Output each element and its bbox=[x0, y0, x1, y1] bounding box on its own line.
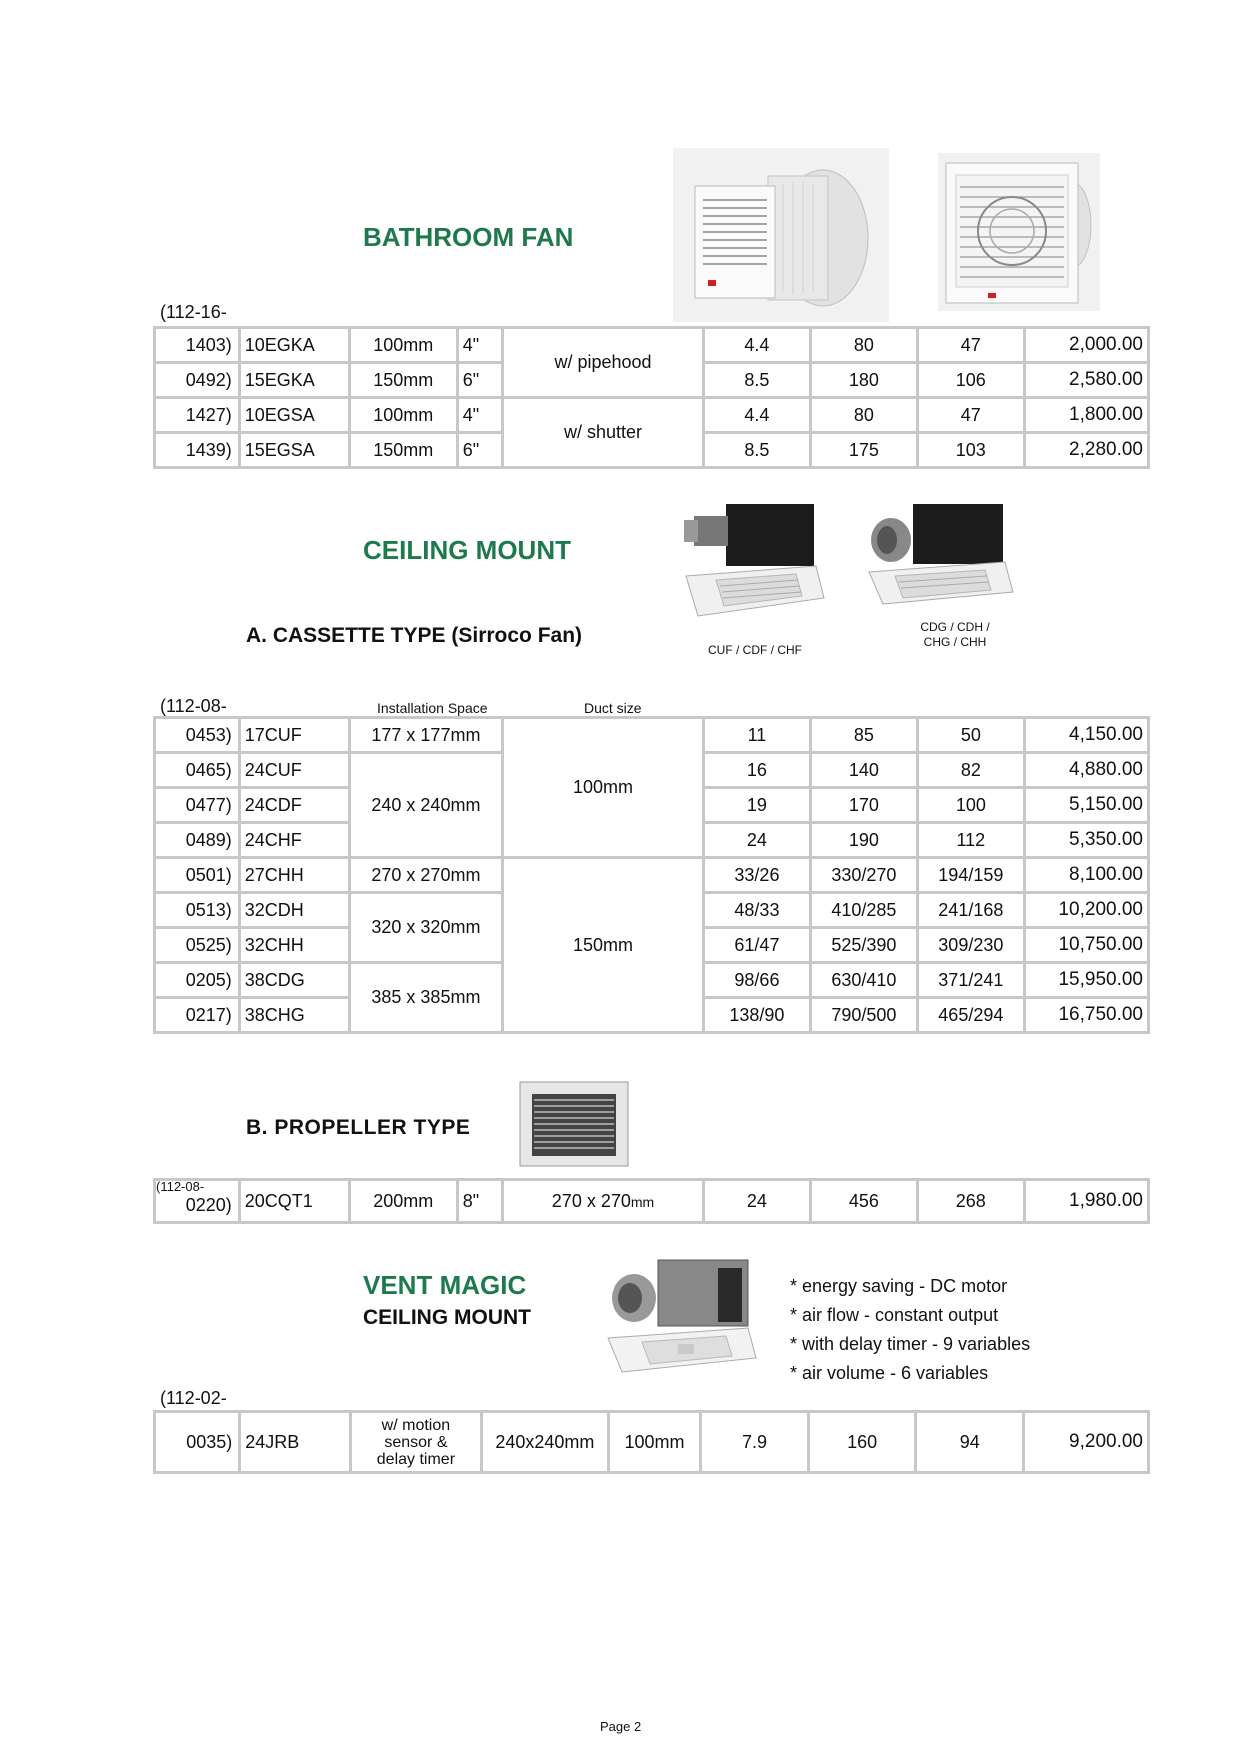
model-name: 10EGSA bbox=[241, 399, 348, 431]
item-code: 0453) bbox=[156, 719, 238, 751]
spec-value: 48/33 bbox=[705, 894, 809, 926]
item-code: 0477) bbox=[156, 789, 238, 821]
price: 2,580.00 bbox=[1026, 364, 1147, 396]
item-code: 0501) bbox=[156, 859, 238, 891]
price: 2,280.00 bbox=[1026, 434, 1147, 466]
spec-value: 241/168 bbox=[919, 894, 1023, 926]
spec-value: 8.5 bbox=[705, 434, 809, 466]
spec-value: 371/241 bbox=[919, 964, 1023, 996]
spec-value: 82 bbox=[919, 754, 1023, 786]
bathroom-fan-shutter-photo bbox=[938, 153, 1100, 311]
model-name: 24CHF bbox=[241, 824, 348, 856]
propeller-type-heading: B. PROPELLER TYPE bbox=[246, 1116, 471, 1139]
spec-value: 19 bbox=[705, 789, 809, 821]
ceiling-fan-cdg-photo bbox=[855, 500, 1015, 612]
duct-size: 100mm bbox=[504, 719, 702, 856]
feature-line: delay timer bbox=[376, 1450, 456, 1468]
spec-value: 24 bbox=[705, 824, 809, 856]
spec-value: 138/90 bbox=[705, 999, 809, 1031]
spec-value: 103 bbox=[919, 434, 1023, 466]
item-code: 0217) bbox=[156, 999, 238, 1031]
model-name: 20CQT1 bbox=[241, 1181, 348, 1221]
installation-space: 240 x 240mm bbox=[351, 754, 501, 856]
spec-value: 630/410 bbox=[812, 964, 916, 996]
price: 16,750.00 bbox=[1026, 999, 1147, 1031]
spec-value: 47 bbox=[919, 329, 1023, 361]
item-code: 1439) bbox=[156, 434, 238, 466]
spec-value: 410/285 bbox=[812, 894, 916, 926]
bathroom-fan-title: BATHROOM FAN bbox=[363, 222, 574, 252]
propeller-fan-table bbox=[153, 1178, 1150, 1224]
spec-value: 112 bbox=[919, 824, 1023, 856]
model-name: 24JRB bbox=[241, 1413, 349, 1471]
spec-value: 194/159 bbox=[919, 859, 1023, 891]
size-mm: 100mm bbox=[351, 399, 456, 431]
installation-space-value: 270 x 270 bbox=[551, 1190, 631, 1211]
item-code: 0465) bbox=[156, 754, 238, 786]
price: 10,200.00 bbox=[1026, 894, 1147, 926]
price: 1,800.00 bbox=[1026, 399, 1147, 431]
spec-value: 465/294 bbox=[919, 999, 1023, 1031]
vent-magic-photo bbox=[598, 1254, 760, 1380]
spec-value: 50 bbox=[919, 719, 1023, 751]
spec-value: 170 bbox=[812, 789, 916, 821]
spec-value: 47 bbox=[919, 399, 1023, 431]
spec-value: 525/390 bbox=[812, 929, 916, 961]
spec-value: 330/270 bbox=[812, 859, 916, 891]
cuf-caption: CUF / CDF / CHF bbox=[708, 643, 802, 657]
installation-space: 385 x 385mm bbox=[351, 964, 501, 1031]
size-mm: 150mm bbox=[351, 364, 456, 396]
model-name: 15EGKA bbox=[241, 364, 348, 396]
item-code: 0492) bbox=[156, 364, 238, 396]
spec-value: 80 bbox=[812, 329, 916, 361]
cassette-type-heading: A. CASSETTE TYPE (Sirroco Fan) bbox=[246, 624, 583, 647]
price: 9,200.00 bbox=[1025, 1413, 1147, 1471]
spec-value: 94 bbox=[917, 1413, 1022, 1471]
installation-space: 177 x 177mm bbox=[351, 719, 501, 751]
size-inch: 8" bbox=[459, 1181, 501, 1221]
item-code: 1403) bbox=[156, 329, 238, 361]
model-name: 24CDF bbox=[241, 789, 348, 821]
installation-space: 240x240mm bbox=[483, 1413, 607, 1471]
price: 1,980.00 bbox=[1026, 1181, 1147, 1221]
price: 2,000.00 bbox=[1026, 329, 1147, 361]
spec-value: 33/26 bbox=[705, 859, 809, 891]
bathroom-fan-pipehood-photo bbox=[673, 148, 889, 322]
model-name: 15EGSA bbox=[241, 434, 348, 466]
cdg-caption-line-1: CDG / CDH / bbox=[920, 620, 990, 634]
spec-value: 24 bbox=[705, 1181, 809, 1221]
size-inch: 4" bbox=[459, 329, 501, 361]
cdg-caption-line-2: CHG / CHH bbox=[923, 635, 987, 649]
price: 5,150.00 bbox=[1026, 789, 1147, 821]
spec-value: 180 bbox=[812, 364, 916, 396]
ceiling-code-prefix: (112-08- bbox=[160, 696, 227, 716]
installation-space bbox=[504, 1181, 702, 1221]
model-name: 32CHH bbox=[241, 929, 348, 961]
table-row bbox=[156, 329, 1147, 361]
price: 5,350.00 bbox=[1026, 824, 1147, 856]
propeller-fan-photo bbox=[518, 1080, 630, 1168]
installation-space: 270 x 270mm bbox=[351, 859, 501, 891]
spec-value: 268 bbox=[919, 1181, 1023, 1221]
spec-value: 790/500 bbox=[812, 999, 916, 1031]
duct-size: 150mm bbox=[504, 859, 702, 1031]
size-inch: 6" bbox=[459, 434, 501, 466]
installation-space-label: Installation Space bbox=[377, 700, 488, 716]
spec-value: 140 bbox=[812, 754, 916, 786]
table-row bbox=[156, 399, 1147, 431]
bathroom-fan-table bbox=[153, 326, 1150, 469]
vent-magic-features bbox=[790, 1272, 1030, 1388]
item-code: 1427) bbox=[156, 399, 238, 431]
item-code: 0035) bbox=[156, 1413, 238, 1471]
size-inch: 4" bbox=[459, 399, 501, 431]
item-code bbox=[156, 1181, 238, 1221]
size-inch: 6" bbox=[459, 364, 501, 396]
spec-value: 61/47 bbox=[705, 929, 809, 961]
installation-space: 320 x 320mm bbox=[351, 894, 501, 961]
feature-bullet: * air flow - constant output bbox=[790, 1305, 999, 1325]
vent-code-prefix: (112-02- bbox=[160, 1388, 227, 1408]
ceiling-mount-title: CEILING MOUNT bbox=[363, 535, 571, 565]
feature-line: sensor & bbox=[384, 1433, 448, 1451]
duct-size-label: Duct size bbox=[584, 700, 642, 716]
cdg-caption bbox=[880, 620, 1030, 650]
spec-value: 16 bbox=[705, 754, 809, 786]
vent-magic-subtitle: CEILING MOUNT bbox=[363, 1306, 531, 1329]
item-code: 0525) bbox=[156, 929, 238, 961]
feature-shutter: w/ shutter bbox=[504, 399, 702, 466]
spec-value: 4.4 bbox=[705, 399, 809, 431]
duct-size: 100mm bbox=[610, 1413, 699, 1471]
model-name: 27CHH bbox=[241, 859, 348, 891]
spec-value: 100 bbox=[919, 789, 1023, 821]
item-code: 0489) bbox=[156, 824, 238, 856]
feature-bullet: * with delay timer - 9 variables bbox=[790, 1334, 1031, 1354]
page-number: Page 2 bbox=[600, 1719, 642, 1734]
price: 8,100.00 bbox=[1026, 859, 1147, 891]
table-row bbox=[156, 1181, 1147, 1221]
propeller-code: 0220) bbox=[185, 1194, 232, 1215]
size-mm: 100mm bbox=[351, 329, 456, 361]
spec-value: 80 bbox=[812, 399, 916, 431]
cassette-fan-table bbox=[153, 716, 1150, 1034]
vent-magic-table bbox=[153, 1410, 1150, 1474]
spec-value: 11 bbox=[705, 719, 809, 751]
ceiling-fan-cuf-photo bbox=[676, 498, 826, 624]
bathroom-code-prefix: (112-16- bbox=[160, 302, 227, 322]
feature-bullet: * energy saving - DC motor bbox=[790, 1276, 1008, 1296]
model-name: 17CUF bbox=[241, 719, 348, 751]
spec-value: 8.5 bbox=[705, 364, 809, 396]
model-name: 24CUF bbox=[241, 754, 348, 786]
spec-value: 85 bbox=[812, 719, 916, 751]
price: 4,150.00 bbox=[1026, 719, 1147, 751]
price: 4,880.00 bbox=[1026, 754, 1147, 786]
feature-bullet: * air volume - 6 variables bbox=[790, 1363, 989, 1383]
vent-magic-title: VENT MAGIC bbox=[363, 1270, 527, 1300]
spec-value: 309/230 bbox=[919, 929, 1023, 961]
price: 15,950.00 bbox=[1026, 964, 1147, 996]
spec-value: 456 bbox=[812, 1181, 916, 1221]
model-name: 10EGKA bbox=[241, 329, 348, 361]
model-name: 38CDG bbox=[241, 964, 348, 996]
spec-value: 7.9 bbox=[702, 1413, 807, 1471]
table-row bbox=[156, 719, 1147, 751]
spec-value: 190 bbox=[812, 824, 916, 856]
model-name: 32CDH bbox=[241, 894, 348, 926]
size-mm: 150mm bbox=[351, 434, 456, 466]
feature-pipehood: w/ pipehood bbox=[504, 329, 702, 396]
table-row bbox=[156, 859, 1147, 891]
item-code: 0205) bbox=[156, 964, 238, 996]
item-code: 0513) bbox=[156, 894, 238, 926]
table-row bbox=[156, 1413, 1147, 1471]
size-mm: 200mm bbox=[351, 1181, 456, 1221]
model-name: 38CHG bbox=[241, 999, 348, 1031]
propeller-code-prefix: (112-08- bbox=[156, 1181, 205, 1194]
feature-line: w/ motion bbox=[381, 1416, 451, 1434]
spec-value: 4.4 bbox=[705, 329, 809, 361]
price: 10,750.00 bbox=[1026, 929, 1147, 961]
feature-text bbox=[352, 1413, 480, 1471]
spec-value: 98/66 bbox=[705, 964, 809, 996]
spec-value: 160 bbox=[810, 1413, 915, 1471]
spec-value: 106 bbox=[919, 364, 1023, 396]
spec-value: 175 bbox=[812, 434, 916, 466]
installation-space-unit: mm bbox=[630, 1193, 655, 1210]
